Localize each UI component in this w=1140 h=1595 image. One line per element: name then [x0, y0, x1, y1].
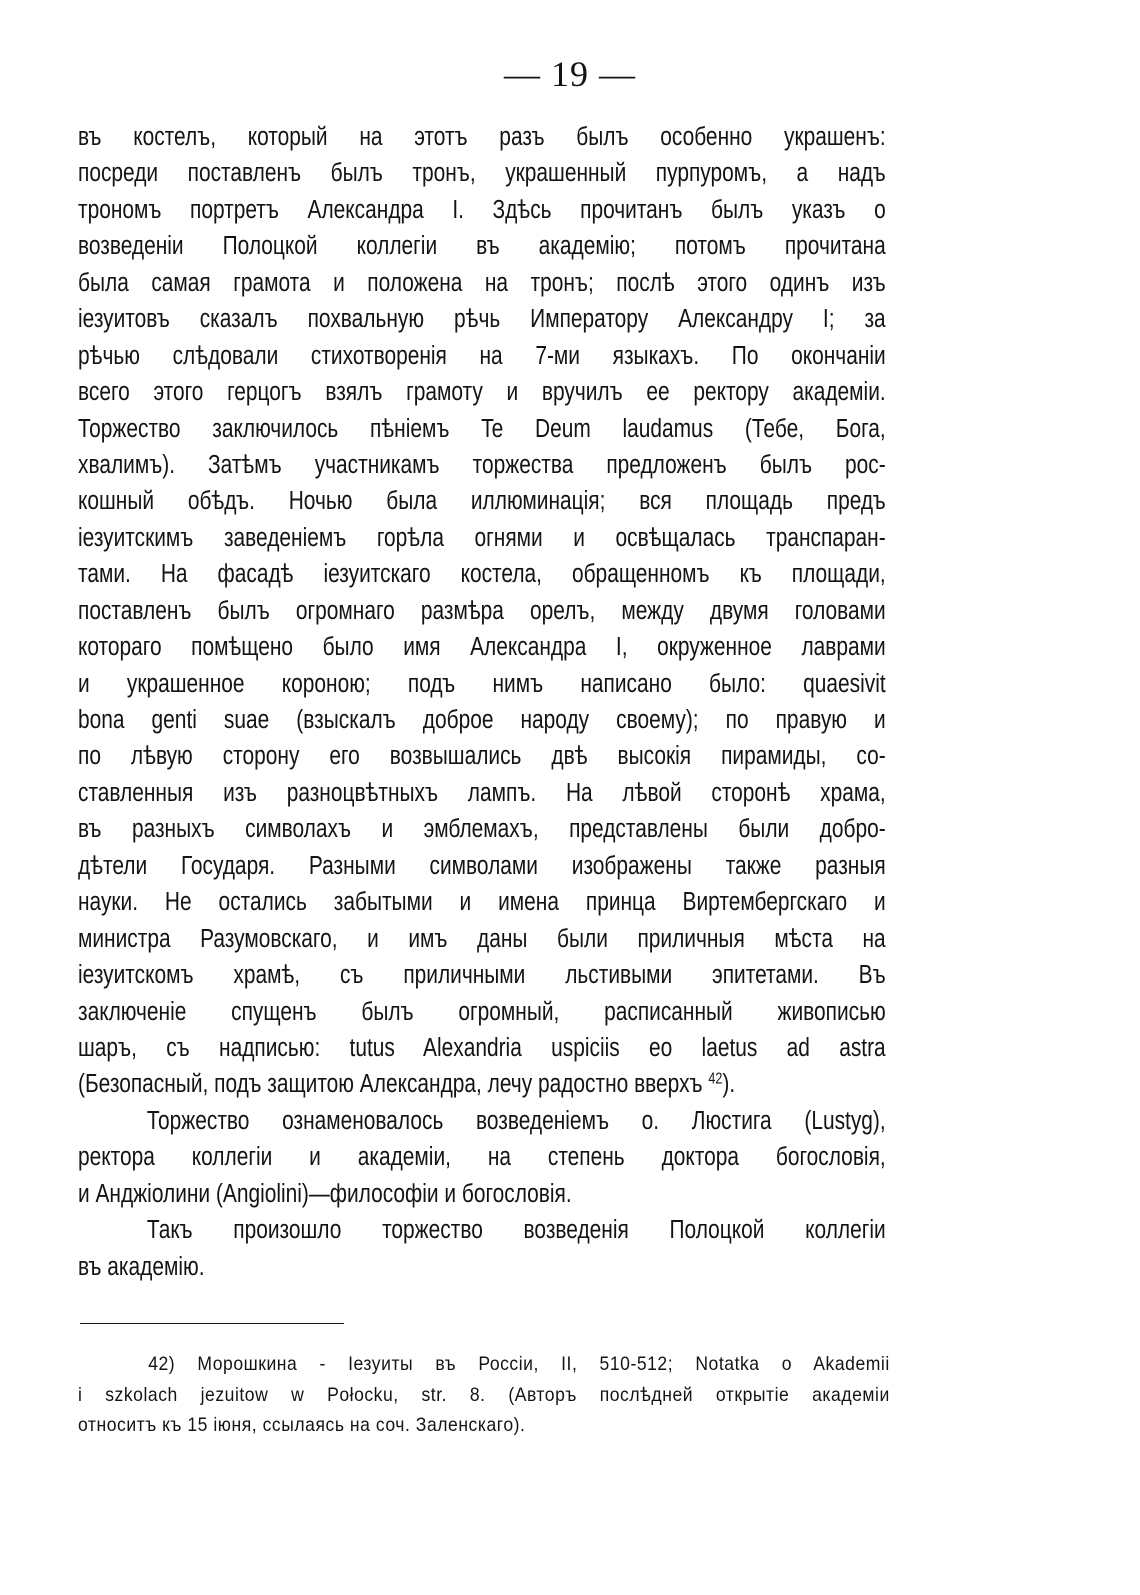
text-line: посреди поставленъ былъ тронъ, украшенный пурпуромъ, а надъ — [78, 159, 886, 188]
footnote-reference: 42 — [708, 1070, 723, 1088]
text-line: тами. На фасадѣ іезуитскаго костела, обращенномъ къ площади, — [78, 560, 886, 589]
text-line: была самая грамота и положена на тронъ; послѣ этого одинъ изъ — [78, 268, 886, 297]
text-line: дѣтели Государя. Разными символами изображены также разныя — [78, 851, 886, 880]
text-line: поставленъ былъ огромнаго размѣра орелъ, между двумя головами — [78, 596, 886, 625]
text-line: котораго помѣщено было имя Александра I, окруженное лаврами — [78, 633, 886, 662]
text-line: въ академію. — [78, 1252, 205, 1281]
text-fragment: ). — [722, 1070, 736, 1099]
footnote-line: относитъ къ 15 іюня, ссылаясь на соч. Заленскаго). — [78, 1414, 526, 1436]
footnote-line: 42) Морошкина - Іезуиты въ Россіи, II, 510-512; Notatka o Akademii — [148, 1353, 890, 1375]
text-line: и украшенное короною; подъ нимъ написано было: quaesivit — [78, 669, 886, 698]
text-line: трономъ портретъ Александра I. Здѣсь прочитанъ былъ указъ о — [78, 195, 886, 224]
text-line: науки. Не остались забытыми и имена принца Виртембергскаго и — [78, 888, 886, 917]
text-line: министра Разумовскаго, и имъ даны были приличныя мѣста на — [78, 924, 886, 953]
text-line: ставленныя изъ разноцвѣтныхъ лампъ. На лѣвой сторонѣ храма, — [78, 778, 886, 807]
page-number: — 19 — — [504, 54, 636, 94]
text-line: всего этого герцогъ взялъ грамоту и вручилъ ее ректору академіи. — [78, 378, 886, 407]
footnote-divider — [80, 1323, 344, 1324]
text-line: въ костелъ, который на этотъ разъ былъ особенно украшенъ: — [78, 123, 886, 151]
footnote — [78, 1349, 890, 1441]
text-line: іезуитовъ сказалъ похвальную рѣчь Императору Александру I; за — [78, 305, 886, 334]
text-line — [78, 1066, 886, 1102]
text-line: хвалимъ). Затѣмъ участникамъ торжества предложенъ былъ рос- — [78, 450, 886, 479]
text-line: Торжество ознаменовалось возведеніемъ о. Люстига (Lustyg), — [146, 1106, 886, 1135]
text-line: Такъ произошло торжество возведенія Полоцкой коллегіи — [146, 1216, 886, 1245]
text-line: Торжество заключилось пѣніемъ Te Deum laudamus (Тебе, Бога, — [78, 414, 886, 443]
text-line: іезуитскомъ храмѣ, съ приличными льстивыми эпитетами. Въ — [78, 961, 886, 990]
text-fragment: (Безопасный, подъ защитою Александра, лечу радостно вверхъ — [78, 1070, 709, 1099]
text-line: по лѣвую сторону его возвышались двѣ высокія пирамиды, со- — [78, 742, 886, 771]
text-line: іезуитскимъ заведеніемъ горѣла огнями и освѣщалась транспаран- — [78, 523, 886, 552]
text-line: шаръ, съ надписью: tutus Alexandria uspiciis eo laetus ad astra — [78, 1033, 886, 1062]
body-text — [78, 119, 886, 1285]
text-line: и Анджіолини (Angiolini)—философіи и богословія. — [78, 1179, 572, 1208]
text-line: рѣчью слѣдовали стихотворенія на 7-ми языкахъ. По окончаніи — [78, 341, 886, 370]
text-line: ректора коллегіи и академіи, на степень доктора богословія, — [78, 1143, 886, 1172]
text-line: кошный обѣдъ. Ночью была иллюминація; вся площадь предъ — [78, 487, 886, 516]
text-line: возведеніи Полоцкой коллегіи въ академію; потомъ прочитана — [78, 232, 886, 261]
text-line: заключеніе спущенъ былъ огромный, расписанный живописью — [78, 997, 886, 1026]
text-line: bona genti suae (взыскалъ доброе народу своему); по правую и — [78, 706, 886, 734]
footnote-line: i szkolach jezuitow w Połocku, str. 8. (Авторъ послѣдней открытіе академіи — [78, 1383, 890, 1406]
text-line: въ разныхъ символахъ и эмблемахъ, представлены были добро- — [78, 815, 886, 844]
